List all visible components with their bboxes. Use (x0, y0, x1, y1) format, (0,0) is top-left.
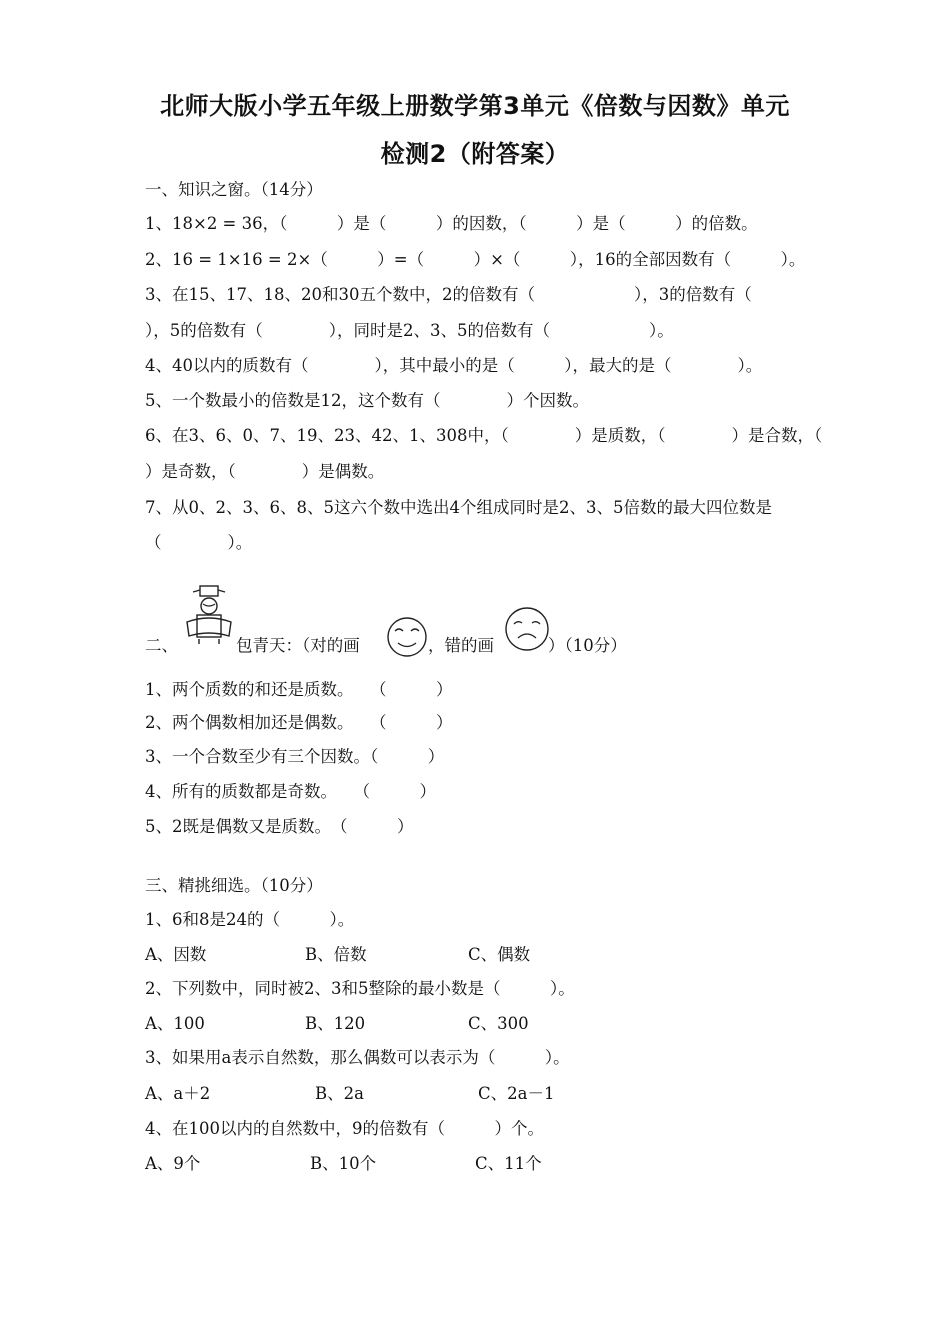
s1-question-7b: （ ）。 (145, 533, 253, 552)
s3-question-4: 4、在100以内的自然数中，9的倍数有（ ）个。 (145, 1119, 544, 1138)
option-a: A、100 (145, 1014, 205, 1033)
option-c: C、300 (468, 1014, 529, 1033)
section2-mid: ，错的画 (428, 636, 494, 655)
s2-item-2: 2、两个偶数相加还是偶数。 （ ） (145, 713, 453, 732)
s3-question-1: 1、6和8是24的（ ）。 (145, 910, 355, 929)
s1-question-4: 4、40以内的质数有（ ），其中最小的是（ ），最大的是（ ）。 (145, 356, 763, 375)
option-a: A、因数 (145, 945, 207, 964)
option-a: A、9个 (145, 1154, 201, 1173)
s2-item-5: 5、2既是偶数又是质数。 （ ） (145, 817, 414, 836)
smiley-face-icon (386, 616, 428, 658)
option-c: C、11个 (475, 1154, 542, 1173)
s1-question-5: 5、一个数最小的倍数是12，这个数有（ ）个因数。 (145, 391, 589, 410)
option-b: B、倍数 (305, 945, 367, 964)
s2-item-3: 3、一个合数至少有三个因数。（ ） (145, 747, 445, 766)
judge-bao-icon (183, 584, 235, 646)
option-b: B、120 (305, 1014, 366, 1033)
section1-heading: 一、知识之窗。（14分） (145, 180, 323, 199)
option-a: A、a＋2 (145, 1084, 211, 1103)
s1-question-2: 2、16 = 1×16 = 2×（ ）=（ ）×（ ），16的全部因数有（ ）。 (145, 250, 806, 269)
page-title: 北师大版小学五年级上册数学第3单元《倍数与因数》单元 (160, 92, 790, 120)
sad-face-icon (504, 606, 550, 652)
s2-item-4: 4、所有的质数都是奇数。 （ ） (145, 782, 436, 801)
option-b: B、10个 (310, 1154, 377, 1173)
option-c: C、2a－1 (478, 1084, 555, 1103)
s1-question-6b: ）是奇数，（ ）是偶数。 (145, 462, 385, 481)
s1-question-6a: 6、在3、6、0、7、19、23、42、1、308中，（ ）是质数，（ ）是合数，（ (145, 426, 823, 445)
option-c: C、偶数 (468, 945, 531, 964)
s1-question-3b: ），5的倍数有（ ），同时是2、3、5的倍数有（ ）。 (145, 321, 674, 340)
option-b: B、2a (315, 1084, 364, 1103)
s1-question-7a: 7、从0、2、3、6、8、5这六个数中选出4个组成同时是2、3、5倍数的最大四位数是 (145, 498, 772, 517)
section2-label: 包青天：（对的画 (236, 636, 360, 655)
section2-heading-prefix: 二、 (145, 636, 178, 655)
s3-question-2: 2、下列数中，同时被2、3和5整除的最小数是（ ）。 (145, 979, 575, 998)
section2-suffix: ）（10分） (548, 636, 627, 655)
s1-question-3a: 3、在15、17、18、20和30五个数中，2的倍数有（ ），3的倍数有（ (145, 285, 752, 304)
s1-question-1: 1、18×2 = 36，（ ）是（ ）的因数，（ ）是（ ）的倍数。 (145, 214, 758, 233)
s3-question-3: 3、如果用a表示自然数，那么偶数可以表示为（ ）。 (145, 1048, 570, 1067)
s2-item-1: 1、两个质数的和还是质数。 （ ） (145, 680, 453, 699)
page-subtitle: 检测2（附答案） (380, 140, 570, 168)
section3-heading: 三、精挑细选。（10分） (145, 876, 323, 895)
